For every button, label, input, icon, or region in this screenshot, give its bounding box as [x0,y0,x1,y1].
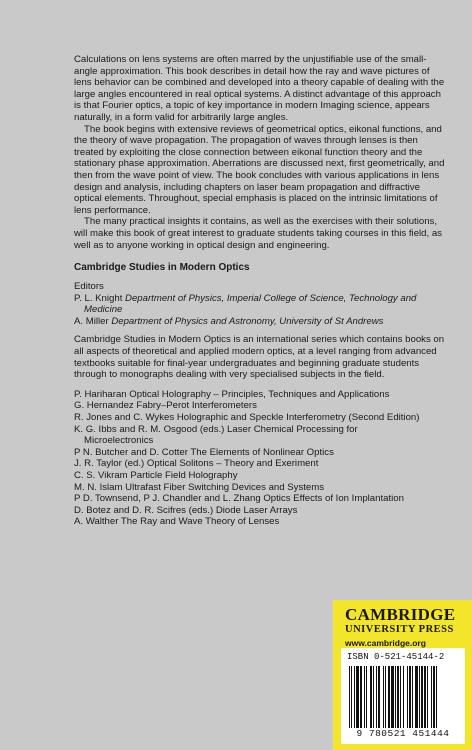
list-item [74,424,446,447]
list-item [74,493,446,505]
editor-name: A. Miller [74,315,109,327]
editor-2 [74,316,446,328]
book-line: A. Walther The Ray and Wave Theory of Lenses [74,516,280,528]
book-line-cont: Microelectronics [84,435,154,447]
book-line: J. R. Taylor (ed.) Optical Solitons – Theory and Exeriment [74,458,319,470]
back-cover-text [74,54,446,538]
publisher-subtitle: UNIVERSITY PRESS [345,624,454,635]
isbn-label: ISBN 0-521-45144-2 [347,652,445,662]
editors-label: Editors [74,281,104,293]
list-item [74,389,446,401]
book-list [74,389,446,528]
list-item [74,482,446,494]
book-line: C. S. Vikram Particle Field Holography [74,470,238,481]
book-line: P. Hariharan Optical Holography – Principles, Techniques and Applications [74,388,390,400]
list-item [74,400,446,412]
publisher-badge [333,600,472,750]
publisher-logo [345,606,469,648]
book-line: G. Hernandez Fabry–Perot Interferometers [74,400,257,412]
editor-name: P. L. Knight [74,292,123,304]
barcode-bar [437,666,438,728]
list-item [74,458,446,470]
list-item [74,516,446,528]
editor-affiliation-cont: Medicine [84,304,123,316]
list-item [74,412,446,424]
blurb-paragraph-2: The book begins with extensive reviews of geometrical optics, eikonal functions, and the theory of wave propagation. The propagation of waves through lenses is then treated by exploiting the close connection between eikonal function theory and the stationary phase approximation. Aberrations are discussed next, first geometrically, and then from the wave point of view. The book concludes with various applications in lens design and analysis, including chapters on laser beam propagation and diffractive optical elements. Throughout, special emphasis is placed on the intrinsic limitations of lens performance. [74,123,445,216]
publisher-url: www.cambridge.org [345,638,426,648]
book-line: K. G. Ibbs and R. M. Osgood (eds.) Laser Chemical Processing for [74,423,358,435]
barcode-panel [341,648,465,744]
blurb-paragraph-3: The many practical insights it contains, as well as the exercises with their solutions, will make this book of great interest to graduate students taking courses in this field, as well as to anyone working in optical design and engineering. [74,216,442,251]
series-description: Cambridge Studies in Modern Optics is an international series which contains books on all aspects of theoretical and applied modern optics, at a level ranging from advanced textbooks suitable for final-year undergraduates and beginning graduate students through to monographs dealing with very specialised subjects in the field. [74,334,445,381]
series-title: Cambridge Studies in Modern Optics [74,262,250,274]
editor-affiliation: Department of Physics and Astronomy, University of St Andrews [111,315,384,327]
list-item [74,505,446,517]
blurb-paragraph-1: Calculations on lens systems are often marred by the unjustifiable use of the small-angle approximation. This book describes in detail how the ray and wave pictures of lens behavior can be combined and developed into a theory capable of dealing with the large angles encountered in real optical systems. A distinct advantage of this approach is that Fourier optics, a topic of key importance in modern Imaging science, appears naturally, in a form valid for arbitrarily large angles. [74,54,445,123]
publisher-name: CAMBRIDGE [345,605,456,624]
book-line: R. Jones and C. Wykes Holographic and Speckle Interferometry (Second Edition) [74,412,420,424]
barcode-digits: 9 780521 451444 [356,728,450,739]
book-line: D. Botez and D. R. Scifres (eds.) Diode Laser Arrays [74,504,298,516]
editor-1 [74,293,446,305]
editor-affiliation: Department of Physics, Imperial College of Science, Technology and [125,292,417,304]
barcode-icon [349,666,461,728]
book-line: M. N. Islam Ultrafast Fiber Switching Devices and Systems [74,481,325,493]
list-item [74,447,446,459]
list-item [74,470,446,482]
book-line: P N. Butcher and D. Cotter The Elements of Nonlinear Optics [74,446,334,458]
book-line: P D. Townsend, P J. Chandler and L. Zhang Optics Effects of Ion Implantation [74,493,404,505]
